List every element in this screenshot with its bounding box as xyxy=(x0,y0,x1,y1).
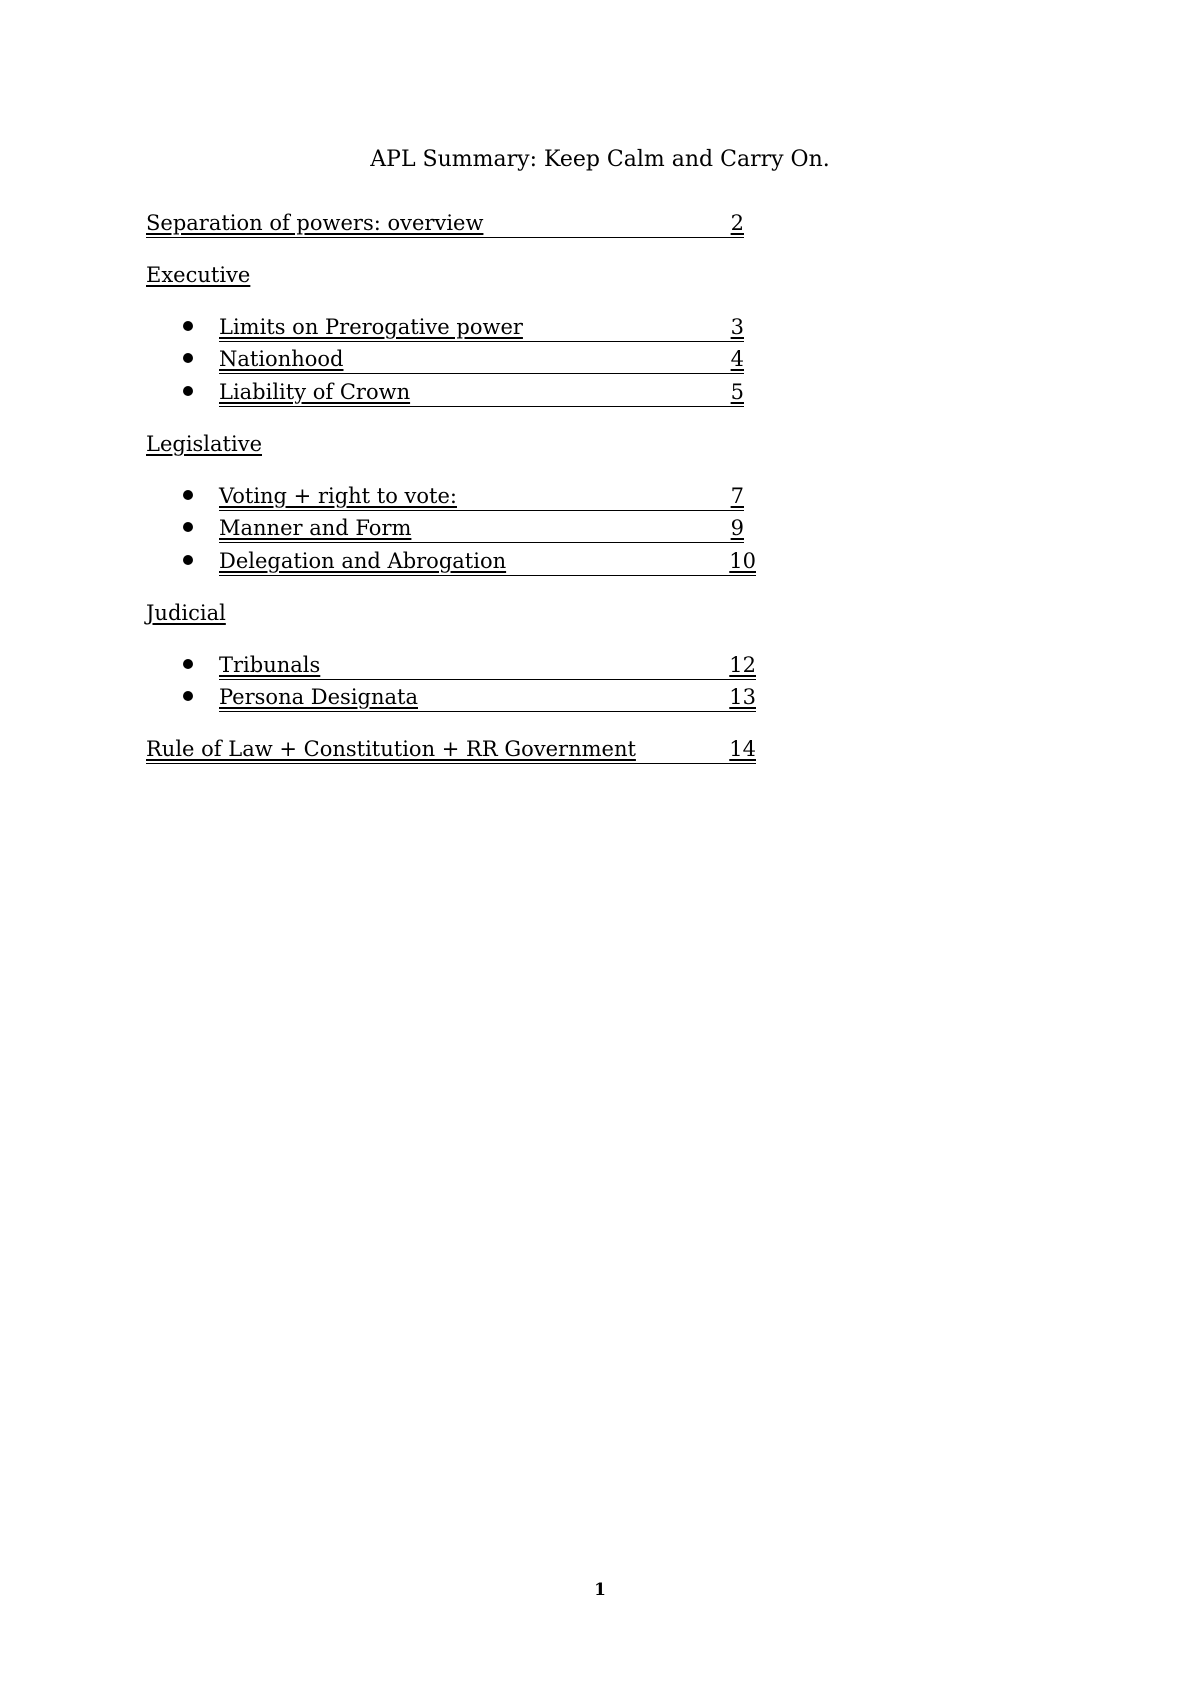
toc-entry-page-number: 7 xyxy=(730,484,744,508)
toc-entry-page-number: 13 xyxy=(729,685,756,709)
toc-entry-page-number: 5 xyxy=(730,380,744,404)
bullet-icon xyxy=(183,353,193,363)
toc-entry-label: Separation of powers: overview xyxy=(146,211,484,235)
bullet-icon xyxy=(183,555,193,565)
bullet-icon xyxy=(183,321,193,331)
toc-entry-persona-designata[interactable] xyxy=(219,683,756,711)
toc-heading-judicial[interactable]: Judicial xyxy=(146,601,226,625)
bullet-icon xyxy=(183,386,193,396)
toc-entry-label: Rule of Law + Constitution + RR Government xyxy=(146,737,636,761)
toc-entry-page-number: 3 xyxy=(730,315,744,339)
toc-entry-page-number: 4 xyxy=(730,347,744,371)
toc-entry-page-number: 9 xyxy=(730,516,744,540)
toc-heading-legislative[interactable]: Legislative xyxy=(146,432,262,456)
toc-entry-rule-of-law[interactable] xyxy=(146,735,756,763)
toc-entry-nationhood[interactable] xyxy=(219,345,744,373)
toc-entry-page-number: 12 xyxy=(729,653,756,677)
toc-entry-liability-of-crown[interactable] xyxy=(219,378,744,406)
toc-entry-label: Delegation and Abrogation xyxy=(219,549,507,573)
toc-entry-label: Manner and Form xyxy=(219,516,412,540)
bullet-icon xyxy=(183,490,193,500)
toc-entry-delegation-and-abrogation[interactable] xyxy=(219,547,756,575)
toc-entry-page-number: 2 xyxy=(730,211,744,235)
document-title: APL Summary: Keep Calm and Carry On. xyxy=(370,147,830,172)
toc-entry-manner-and-form[interactable] xyxy=(219,514,744,542)
bullet-icon xyxy=(183,659,193,669)
toc-entry-prerogative-power[interactable] xyxy=(219,313,744,341)
toc-entry-voting[interactable] xyxy=(219,482,744,510)
toc-entry-label: Liability of Crown xyxy=(219,380,411,404)
toc-entry-label: Voting + right to vote: xyxy=(219,484,457,508)
toc-entry-label: Nationhood xyxy=(219,347,344,371)
toc-entry-label: Tribunals xyxy=(219,653,321,677)
toc-entry-separation-of-powers[interactable] xyxy=(146,209,744,237)
toc-entry-page-number: 14 xyxy=(729,737,756,761)
page-number: 1 xyxy=(594,1580,606,1600)
toc-entry-label: Persona Designata xyxy=(219,685,418,709)
toc-entry-label: Limits on Prerogative power xyxy=(219,315,523,339)
bullet-icon xyxy=(183,691,193,701)
toc-heading-executive[interactable]: Executive xyxy=(146,263,251,287)
toc-entry-page-number: 10 xyxy=(729,549,756,573)
toc-entry-tribunals[interactable] xyxy=(219,651,756,679)
bullet-icon xyxy=(183,522,193,532)
